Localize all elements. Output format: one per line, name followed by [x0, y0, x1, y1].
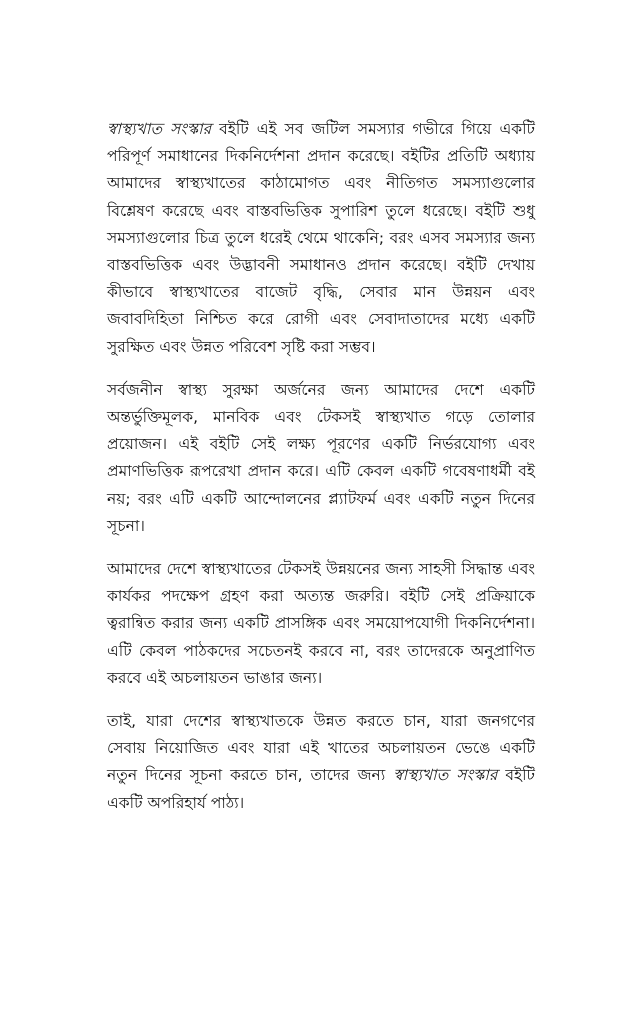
paragraph-4 — [107, 708, 535, 817]
book-title-emphasis: স্বাস্থ্যখাত সংস্কার — [107, 120, 212, 138]
paragraph-3 — [107, 556, 535, 692]
book-page — [107, 116, 535, 833]
paragraph-2-text: সর্বজনীন স্বাস্থ্য সুরক্ষা অর্জনের জন্য আমাদের দেশে একটি অন্তর্ভুক্তিমূলক, মানবিক এবং টেকসই স্বাস্থ্যখাত গড়ে তোলার প্রয়োজন। এই বইটি সেই লক্ষ্য পূরণের একটি নির্ভরযোগ্য এবং প্রমাণভিত্তিক রূপরেখা প্রদান করে। এটি কেবল একটি গবেষণাধর্মী বই নয়; বরং এটি একটি আন্দোলনের প্ল্যাটফর্ম এবং একটি নতুন দিনের সূচনা। — [107, 380, 535, 535]
paragraph-1 — [107, 116, 535, 361]
paragraph-4-text: তাই, যারা দেশের স্বাস্থ্যখাতকে উন্নত করতে চান, যারা জনগণের সেবায় নিয়োজিত এবং যারা এই খাতের অচলায়তন ভেঙে একটি নতুন দিনের সূচনা করতে চান, তাদের জন্য — [107, 712, 535, 785]
paragraph-3-text: আমাদের দেশে স্বাস্থ্যখাতের টেকসই উন্নয়নের জন্য সাহসী সিদ্ধান্ত এবং কার্যকর পদক্ষেপ গ্রহণ করা অত্যন্ত জরুরি। বইটি সেই প্রক্রিয়াকে ত্বরান্বিত করার জন্য একটি প্রাসঙ্গিক এবং সময়োপযোগী দিকনির্দেশনা। এটি কেবল পাঠকদের সচেতনই করবে না, বরং তাদেরকে অনুপ্রাণিত করবে এই অচলায়তন ভাঙার জন্য। — [107, 560, 535, 687]
paragraph-2 — [107, 377, 535, 540]
paragraph-4-tail-text: বইটি একটি অপরিহার্য পাঠ্য। — [107, 766, 535, 812]
book-title-emphasis: স্বাস্থ্যখাত সংস্কার — [393, 766, 498, 785]
paragraph-1-text: বইটি এই সব জটিল সমস্যার গভীরে গিয়ে একটি পরিপূর্ণ সমাধানের দিকনির্দেশনা প্রদান করেছে। বইটির প্রতিটি অধ্যায় আমাদের স্বাস্থ্যখাতের কাঠামোগত এবং নীতিগত সমস্যাগুলোর বিশ্লেষণ করেছে এবং বাস্তবভিত্তিক সুপারিশ তুলে ধরেছে। বইটি শুধু সমস্যাগুলোর চিত্র তুলে ধরেই থেমে থাকেনি; বরং এসব সমস্যার জন্য বাস্তবভিত্তিক এবং উদ্ভাবনী সমাধানও প্রদান করেছে। বইটি দেখায় কীভাবে স্বাস্থ্যখাতের বাজেট বৃদ্ধি, সেবার মান উন্নয়ন এবং জবাবদিহিতা নিশ্চিত করে রোগী এবং সেবাদাতাদের মধ্যে একটি সুরক্ষিত এবং উন্নত পরিবেশ সৃষ্টি করা সম্ভব। — [107, 120, 535, 356]
